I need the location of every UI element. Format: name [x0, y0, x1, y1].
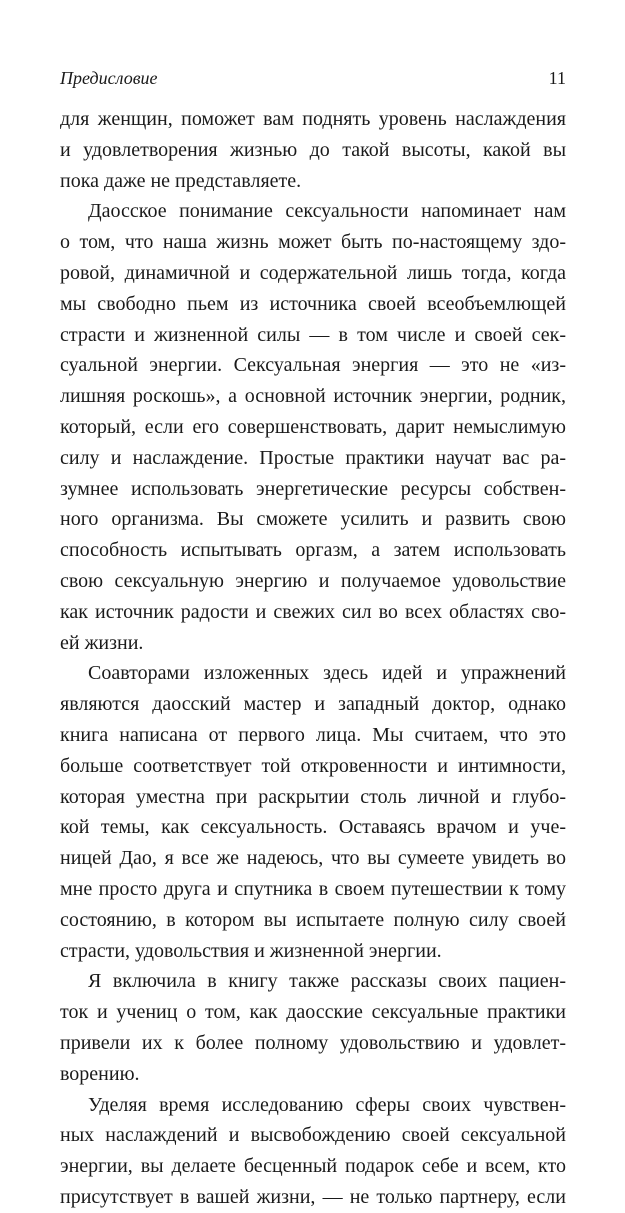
text-line: ей жизни.	[60, 631, 144, 654]
text-line: как источник радости и свежих сил во всех областях сво-	[60, 600, 566, 623]
text-line: присутствует в вашей жизни, — не только партнеру, если	[60, 1185, 566, 1208]
text-line: больше соответствует той откровенности и интимности,	[60, 754, 566, 777]
text-line: являются даосский мастер и западный доктор, однако	[60, 693, 566, 716]
body-text	[60, 104, 566, 1213]
text-line: привели их к более полному удовольствию и удовлет-	[60, 1031, 566, 1054]
text-line: мы свободно пьем из источника своей всеобъемлющей	[60, 292, 566, 315]
text-line: ных наслаждений и высвобождению своей сексуальной	[60, 1124, 566, 1147]
text-line: ворению.	[60, 1062, 140, 1085]
paragraph	[60, 104, 566, 196]
text-line: для женщин, поможет вам поднять уровень наслаждения	[60, 108, 566, 130]
text-line: Даосское понимание сексуальности напоминает нам	[88, 200, 566, 223]
text-line: ницей Дао, я все же надеюсь, что вы сумеете увидеть во	[60, 847, 566, 870]
text-line: состоянию, в котором вы испытаете полную силу своей	[60, 908, 566, 931]
text-line: страсти, удовольствия и жизненной энергии.	[60, 939, 442, 962]
text-line: и удовлетворения жизнью до такой высоты, какой вы	[60, 138, 566, 161]
text-line: лишняя роскошь», а основной источник энергии, родник,	[60, 385, 566, 408]
text-line: который, если его совершенствовать, дарит немыслимую	[60, 415, 566, 438]
paragraph	[60, 658, 566, 966]
text-line: которая уместна при раскрытии столь личной и глубо-	[60, 785, 566, 808]
text-line: зумнее использовать энергетические ресурсы собствен-	[60, 477, 566, 500]
text-line: страсти и жизненной силы — в том числе и своей сек-	[60, 323, 566, 346]
paragraph	[60, 1090, 566, 1213]
page-number: 11	[548, 68, 566, 88]
text-line: мне просто друга и спутника в своем путешествии к тому	[60, 877, 566, 900]
text-line: Я включила в книгу также рассказы своих пациен-	[88, 970, 566, 993]
text-line: энергии, вы делаете бесценный подарок себе и всем, кто	[60, 1155, 566, 1178]
paragraph	[60, 196, 566, 658]
text-line: Соавторами изложенных здесь идей и упражнений	[88, 662, 566, 685]
running-header	[60, 66, 566, 90]
text-line: книга написана от первого лица. Мы считаем, что это	[60, 723, 566, 746]
paragraph	[60, 966, 566, 1089]
text-line: кой темы, как сексуальность. Оставаясь врачом и уче-	[60, 816, 566, 839]
text-line: свою сексуальную энергию и получаемое удовольствие	[60, 569, 566, 592]
section-title: Предисловие	[60, 68, 158, 88]
text-line: ного организма. Вы сможете усилить и развить свою	[60, 508, 566, 531]
text-line: ровой, динамичной и содержательной лишь тогда, когда	[60, 261, 566, 284]
text-line: о том, что наша жизнь может быть по-настоящему здо-	[60, 231, 566, 254]
text-line: способность испытывать оргазм, а затем использовать	[60, 539, 566, 562]
text-line: Уделяя время исследованию сферы своих чувствен-	[88, 1093, 566, 1116]
text-line: ток и учениц о том, как даосские сексуальные практики	[60, 1001, 566, 1024]
text-line: суальной энергии. Сексуальная энергия — это не «из-	[60, 354, 566, 377]
text-line: пока даже не представляете.	[60, 169, 302, 192]
text-line: силу и наслаждение. Простые практики научат вас ра-	[60, 446, 566, 469]
